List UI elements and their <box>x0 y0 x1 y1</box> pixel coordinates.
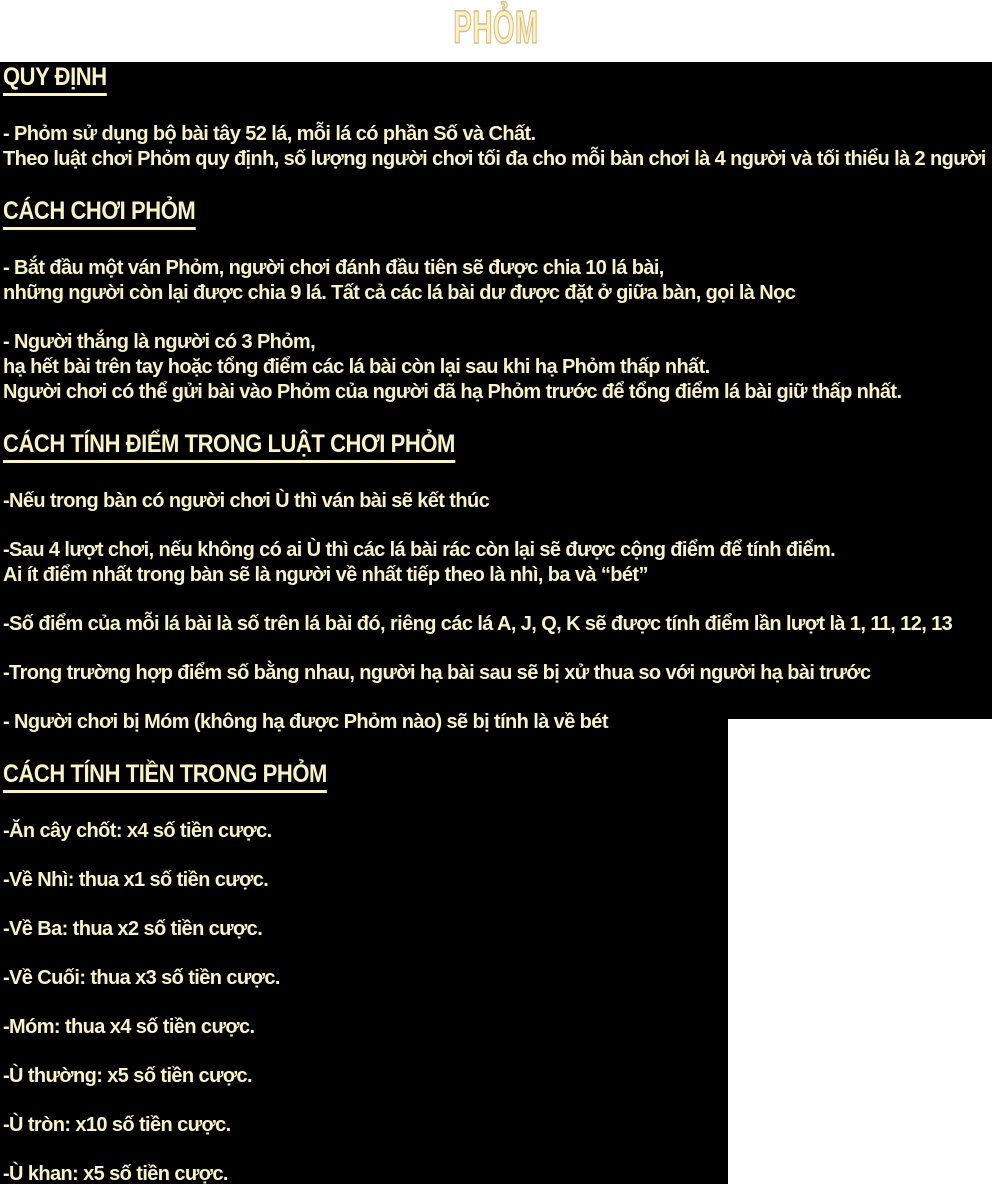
game-title: PHỎM <box>453 1 539 53</box>
rule-line: -Sau 4 lượt chơi, nếu không có ai Ù thì các lá bài rác còn lại sẽ được cộng điểm để tính điểm. <box>3 539 836 561</box>
rule-line: - Bắt đầu một ván Phỏm, người chơi đánh đầu tiên sẽ được chia 10 lá bài, <box>3 257 664 279</box>
payout-line: -Về Nhì: thua x1 số tiền cược. <box>3 869 269 891</box>
section-heading: QUY ĐỊNH <box>3 64 107 96</box>
rule-line: hạ hết bài trên tay hoặc tổng điểm các lá bài còn lại sau khi hạ Phỏm thấp nhất. <box>3 356 710 378</box>
rule-line: - Người chơi bị Móm (không hạ được Phỏm nào) sẽ bị tính là về bét <box>3 711 608 733</box>
rule-paragraph <box>3 612 992 637</box>
rule-line: Theo luật chơi Phỏm quy định, số lượng người chơi tối đa cho mỗi bàn chơi là 4 người và tối thiểu là 2 người <box>3 148 986 170</box>
title-bar <box>0 2 992 52</box>
payout-line: -Ăn cây chốt: x4 số tiền cược. <box>3 820 272 842</box>
payout-line: -Ù khan: x5 số tiền cược. <box>3 1163 228 1184</box>
rule-line: những người còn lại được chia 9 lá. Tất cả các lá bài dư được đặt ở giữa bàn, gọi là Nọc <box>3 282 796 304</box>
payout-line: -Ù tròn: x10 số tiền cược. <box>3 1114 231 1136</box>
section-quy-dinh <box>3 64 992 172</box>
section-heading-row <box>3 198 992 230</box>
rule-paragraph <box>3 330 992 405</box>
rule-paragraph <box>3 256 992 306</box>
rule-line: - Người thắng là người có 3 Phỏm, <box>3 331 316 353</box>
payout-line: -Móm: thua x4 số tiền cược. <box>3 1016 255 1038</box>
section-cach-choi <box>3 198 992 405</box>
section-tinh-diem <box>3 431 992 735</box>
section-heading: CÁCH CHƠI PHỎM <box>3 198 195 230</box>
section-heading: CÁCH TÍNH TIỀN TRONG PHỎM <box>3 761 327 793</box>
rule-line: Người chơi có thể gửi bài vào Phỏm của người đã hạ Phỏm trước để tổng điểm lá bài giữ thấp nhất. <box>3 381 902 403</box>
section-heading-row <box>3 431 992 463</box>
section-heading: CÁCH TÍNH ĐIỂM TRONG LUẬT CHƠI PHỎM <box>3 431 455 463</box>
payout-line: -Về Ba: thua x2 số tiền cược. <box>3 918 263 940</box>
rule-line: Ai ít điểm nhất trong bàn sẽ là người về nhất tiếp theo là nhì, ba và “bét” <box>3 564 648 586</box>
section-heading-row <box>3 64 992 96</box>
rule-paragraph <box>3 489 992 514</box>
payout-line: -Ù thường: x5 số tiền cược. <box>3 1065 253 1087</box>
payout-line: -Về Cuối: thua x3 số tiền cược. <box>3 967 280 989</box>
rule-paragraph <box>3 538 992 588</box>
rule-line: -Nếu trong bàn có người chơi Ù thì ván bài sẽ kết thúc <box>3 490 490 512</box>
rule-line: -Trong trường hợp điểm số bằng nhau, người hạ bài sau sẽ bị xử thua so với người hạ bài trước <box>3 662 871 684</box>
background-cutout <box>728 719 992 1184</box>
rule-paragraph <box>3 122 992 172</box>
rule-paragraph <box>3 661 992 686</box>
rule-line: - Phỏm sử dụng bộ bài tây 52 lá, mỗi lá có phần Số và Chất. <box>3 123 536 145</box>
rule-line: -Số điểm của mỗi lá bài là số trên lá bài đó, riêng các lá A, J, Q, K sẽ được tính điểm lần lượt là 1, 11, 12, 13 <box>3 613 953 635</box>
